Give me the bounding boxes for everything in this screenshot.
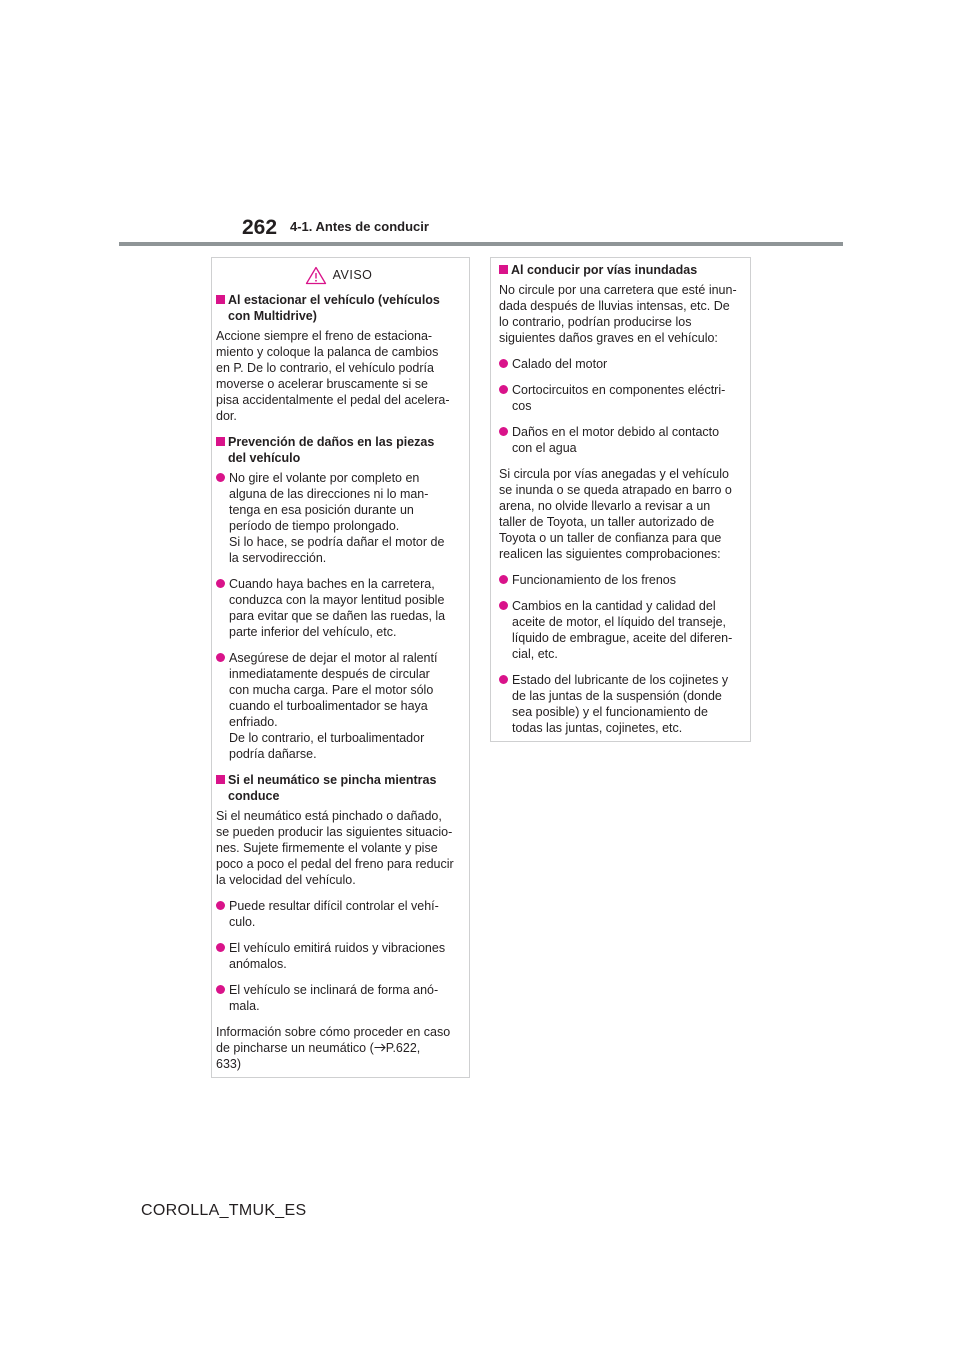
list-item-text: Calado del motor [512,357,608,371]
dot-bullet-icon [499,601,508,610]
dot-bullet-icon [499,575,508,584]
dot-bullet-icon [499,675,508,684]
list-item [499,572,742,588]
list-item-text: El vehículo se inclinará de forma anó- mala. [229,983,439,1013]
header-rule [119,242,843,246]
heading-text: Al estacionar el vehículo (vehículos con Multidrive) [228,293,440,323]
document-code: COROLLA_TMUK_ES [141,1202,307,1219]
page-number: 262 [242,216,278,239]
list-item-text: Daños en el motor debido al contacto con el agua [512,425,720,455]
square-bullet-icon [216,295,225,304]
dot-bullet-icon [499,385,508,394]
list-item [216,650,461,762]
heading-text: Al conducir por vías inundadas [511,263,698,277]
paragraph: Si el neumático está pinchado o dañado, se pueden producir las siguientes situacio- nes. Sujete firmemente el volante y pise poco a poco el pedal del freno para reducir la velocidad del vehículo. [216,809,454,887]
warning-triangle-icon [305,266,327,285]
list-item [216,982,461,1014]
paragraph-text: ) [236,1057,242,1071]
square-bullet-icon [499,265,508,274]
list-item-text: Puede resultar difícil controlar el vehí- culo. [229,899,439,929]
heading-text: Prevención de daños en las piezas del vehículo [228,435,435,465]
list-item-text: Funcionamiento de los frenos [512,573,676,587]
list-item-text: No gire el volante por completo en alguna de las direcciones ni lo man- tenga en esa posición durante un período de tiempo prolongado. Si lo hace, se podría dañar el motor de la servodirección. [229,471,445,565]
section-heading [216,434,461,466]
dot-bullet-icon [499,359,508,368]
list-item-text: Cuando haya baches en la carretera, conduzca con la mayor lentitud posible para evitar que se dañen las ruedas, la parte inferior del vehículo, etc. [229,577,446,639]
heading-text: Si el neumático se pincha mientras conduce [228,773,437,803]
list-item [499,598,742,662]
dot-bullet-icon [216,579,225,588]
list-item [499,424,742,456]
paragraph: No circule por una carretera que esté inun- dada después de lluvias intensas, etc. De lo contrario, podrían producirse los siguientes daños graves en el vehículo: [499,283,737,345]
warning-header [216,258,461,292]
dot-bullet-icon [216,901,225,910]
info-box [490,257,751,742]
paragraph [216,1024,461,1072]
list-item-text: Cambios en la cantidad y calidad del aceite de motor, el líquido del transeje, líquido de embrague, aceite del diferen- cial, etc. [512,599,733,661]
list-item [216,940,461,972]
square-bullet-icon [216,437,225,446]
list-item-text: Estado del lubricante de los cojinetes y de las juntas de la suspensión (donde sea posible) y el funcionamiento de todas las juntas, cojinetes, etc. [512,673,729,735]
list-item [499,356,742,372]
paragraph-text: Información sobre cómo proceder en caso de pincharse un neumático ( [216,1025,451,1055]
list-item [216,470,461,566]
list-item [216,898,461,930]
dot-bullet-icon [499,427,508,436]
warning-box [211,257,470,1078]
warning-label: AVISO [332,268,373,282]
paragraph: Si circula por vías anegadas y el vehículo se inunda o se queda atrapado en barro o arena, no olvide llevarlo a revisar a un taller de Toyota, un taller autorizado de Toyota o un taller de confianza para que realicen las siguientes comprobaciones: [499,467,732,561]
section-heading [499,262,742,278]
dot-bullet-icon [216,653,225,662]
arrow-right-icon [374,1043,386,1052]
list-item-text: Cortocircuitos en componentes eléctri- cos [512,383,726,413]
list-item [499,382,742,414]
list-item-text: El vehículo emitirá ruidos y vibraciones anómalos. [229,941,446,971]
paragraph: Accione siempre el freno de estaciona- miento y coloque la palanca de cambios en P. De lo contrario, el vehículo podría moverse o acelerar bruscamente si se pisa accidentalmente el pedal del acelera- dor. [216,329,450,423]
dot-bullet-icon [216,985,225,994]
dot-bullet-icon [216,943,225,952]
page-reference[interactable]: P.622, 633 [216,1041,421,1071]
section-title: 4-1. Antes de conducir [290,219,429,234]
list-item [216,576,461,640]
section-heading [216,772,461,804]
list-item [499,672,742,736]
dot-bullet-icon [216,473,225,482]
section-heading [216,292,461,324]
square-bullet-icon [216,775,225,784]
list-item-text: Asegúrese de dejar el motor al ralentí inmediatamente después de circular con mucha carga. Pare el motor sólo cuando el turboalimentador se haya enfriado. De lo contrario, el turboalimentador podría dañarse. [229,651,438,761]
